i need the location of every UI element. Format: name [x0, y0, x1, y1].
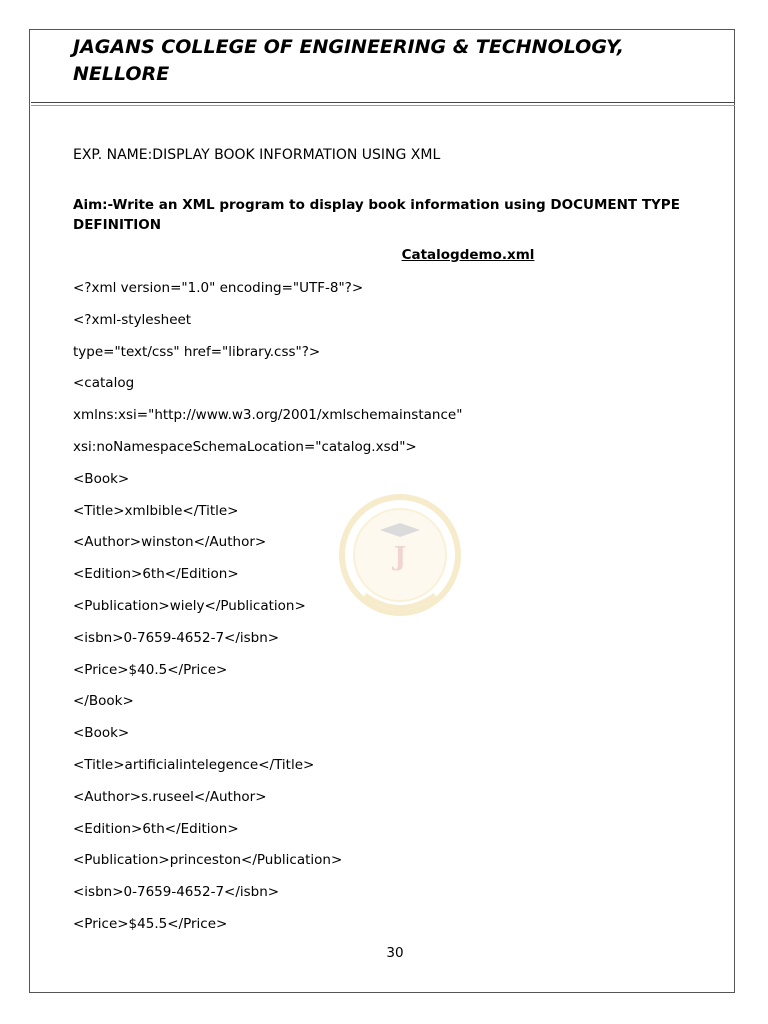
- code-line: <catalog: [73, 375, 135, 392]
- college-seal-icon: [335, 485, 465, 630]
- code-line: <Author>winston</Author>: [73, 534, 267, 551]
- code-line: <isbn>0-7659-4652-7</isbn>: [73, 629, 280, 646]
- code-line: <?xml version="1.0" encoding="UTF-8"?>: [73, 280, 364, 296]
- code-line: <Edition>6th</Edition>: [73, 820, 239, 837]
- page-number: 30: [386, 945, 404, 961]
- code-line: xmlns:xsi="http://www.w3.org/2001/xmlschemainstance": [73, 407, 463, 424]
- file-title: Catalogdemo.xml: [401, 247, 535, 263]
- code-line: </Book>: [73, 693, 134, 710]
- code-line: <Price>$40.5</Price>: [73, 661, 228, 678]
- header-divider: [31, 102, 735, 103]
- code-line: <?xml-stylesheet: [73, 311, 192, 328]
- code-line: xsi:noNamespaceSchemaLocation="catalog.xsd">: [73, 438, 417, 455]
- experiment-name: EXP. NAME:DISPLAY BOOK INFORMATION USING XML: [73, 147, 441, 163]
- svg-text:J: J: [393, 542, 407, 572]
- aim-statement: Aim:-Write an XML program to display book information using DOCUMENT TYPE DEFINITION: [73, 197, 680, 233]
- code-line: <Publication>wiely</Publication>: [73, 597, 306, 614]
- college-name: JAGANS COLLEGE OF ENGINEERING & TECHNOLOGY, NELLORE: [73, 36, 624, 85]
- header-divider-secondary: [31, 105, 735, 106]
- code-line: <Publication>princeston</Publication>: [73, 852, 343, 869]
- code-line: <Edition>6th</Edition>: [73, 566, 239, 583]
- code-line: <Author>s.ruseel</Author>: [73, 788, 267, 805]
- code-line: type="text/css" href="library.css"?>: [73, 343, 321, 360]
- code-line: <Title>artificialintelegence</Title>: [73, 756, 315, 773]
- code-line: <Book>: [73, 470, 130, 487]
- code-line: <Price>$45.5</Price>: [73, 915, 228, 932]
- code-line: <Book>: [73, 725, 130, 742]
- code-line: <isbn>0-7659-4652-7</isbn>: [73, 884, 280, 901]
- code-line: <Title>xmlbible</Title>: [73, 502, 239, 519]
